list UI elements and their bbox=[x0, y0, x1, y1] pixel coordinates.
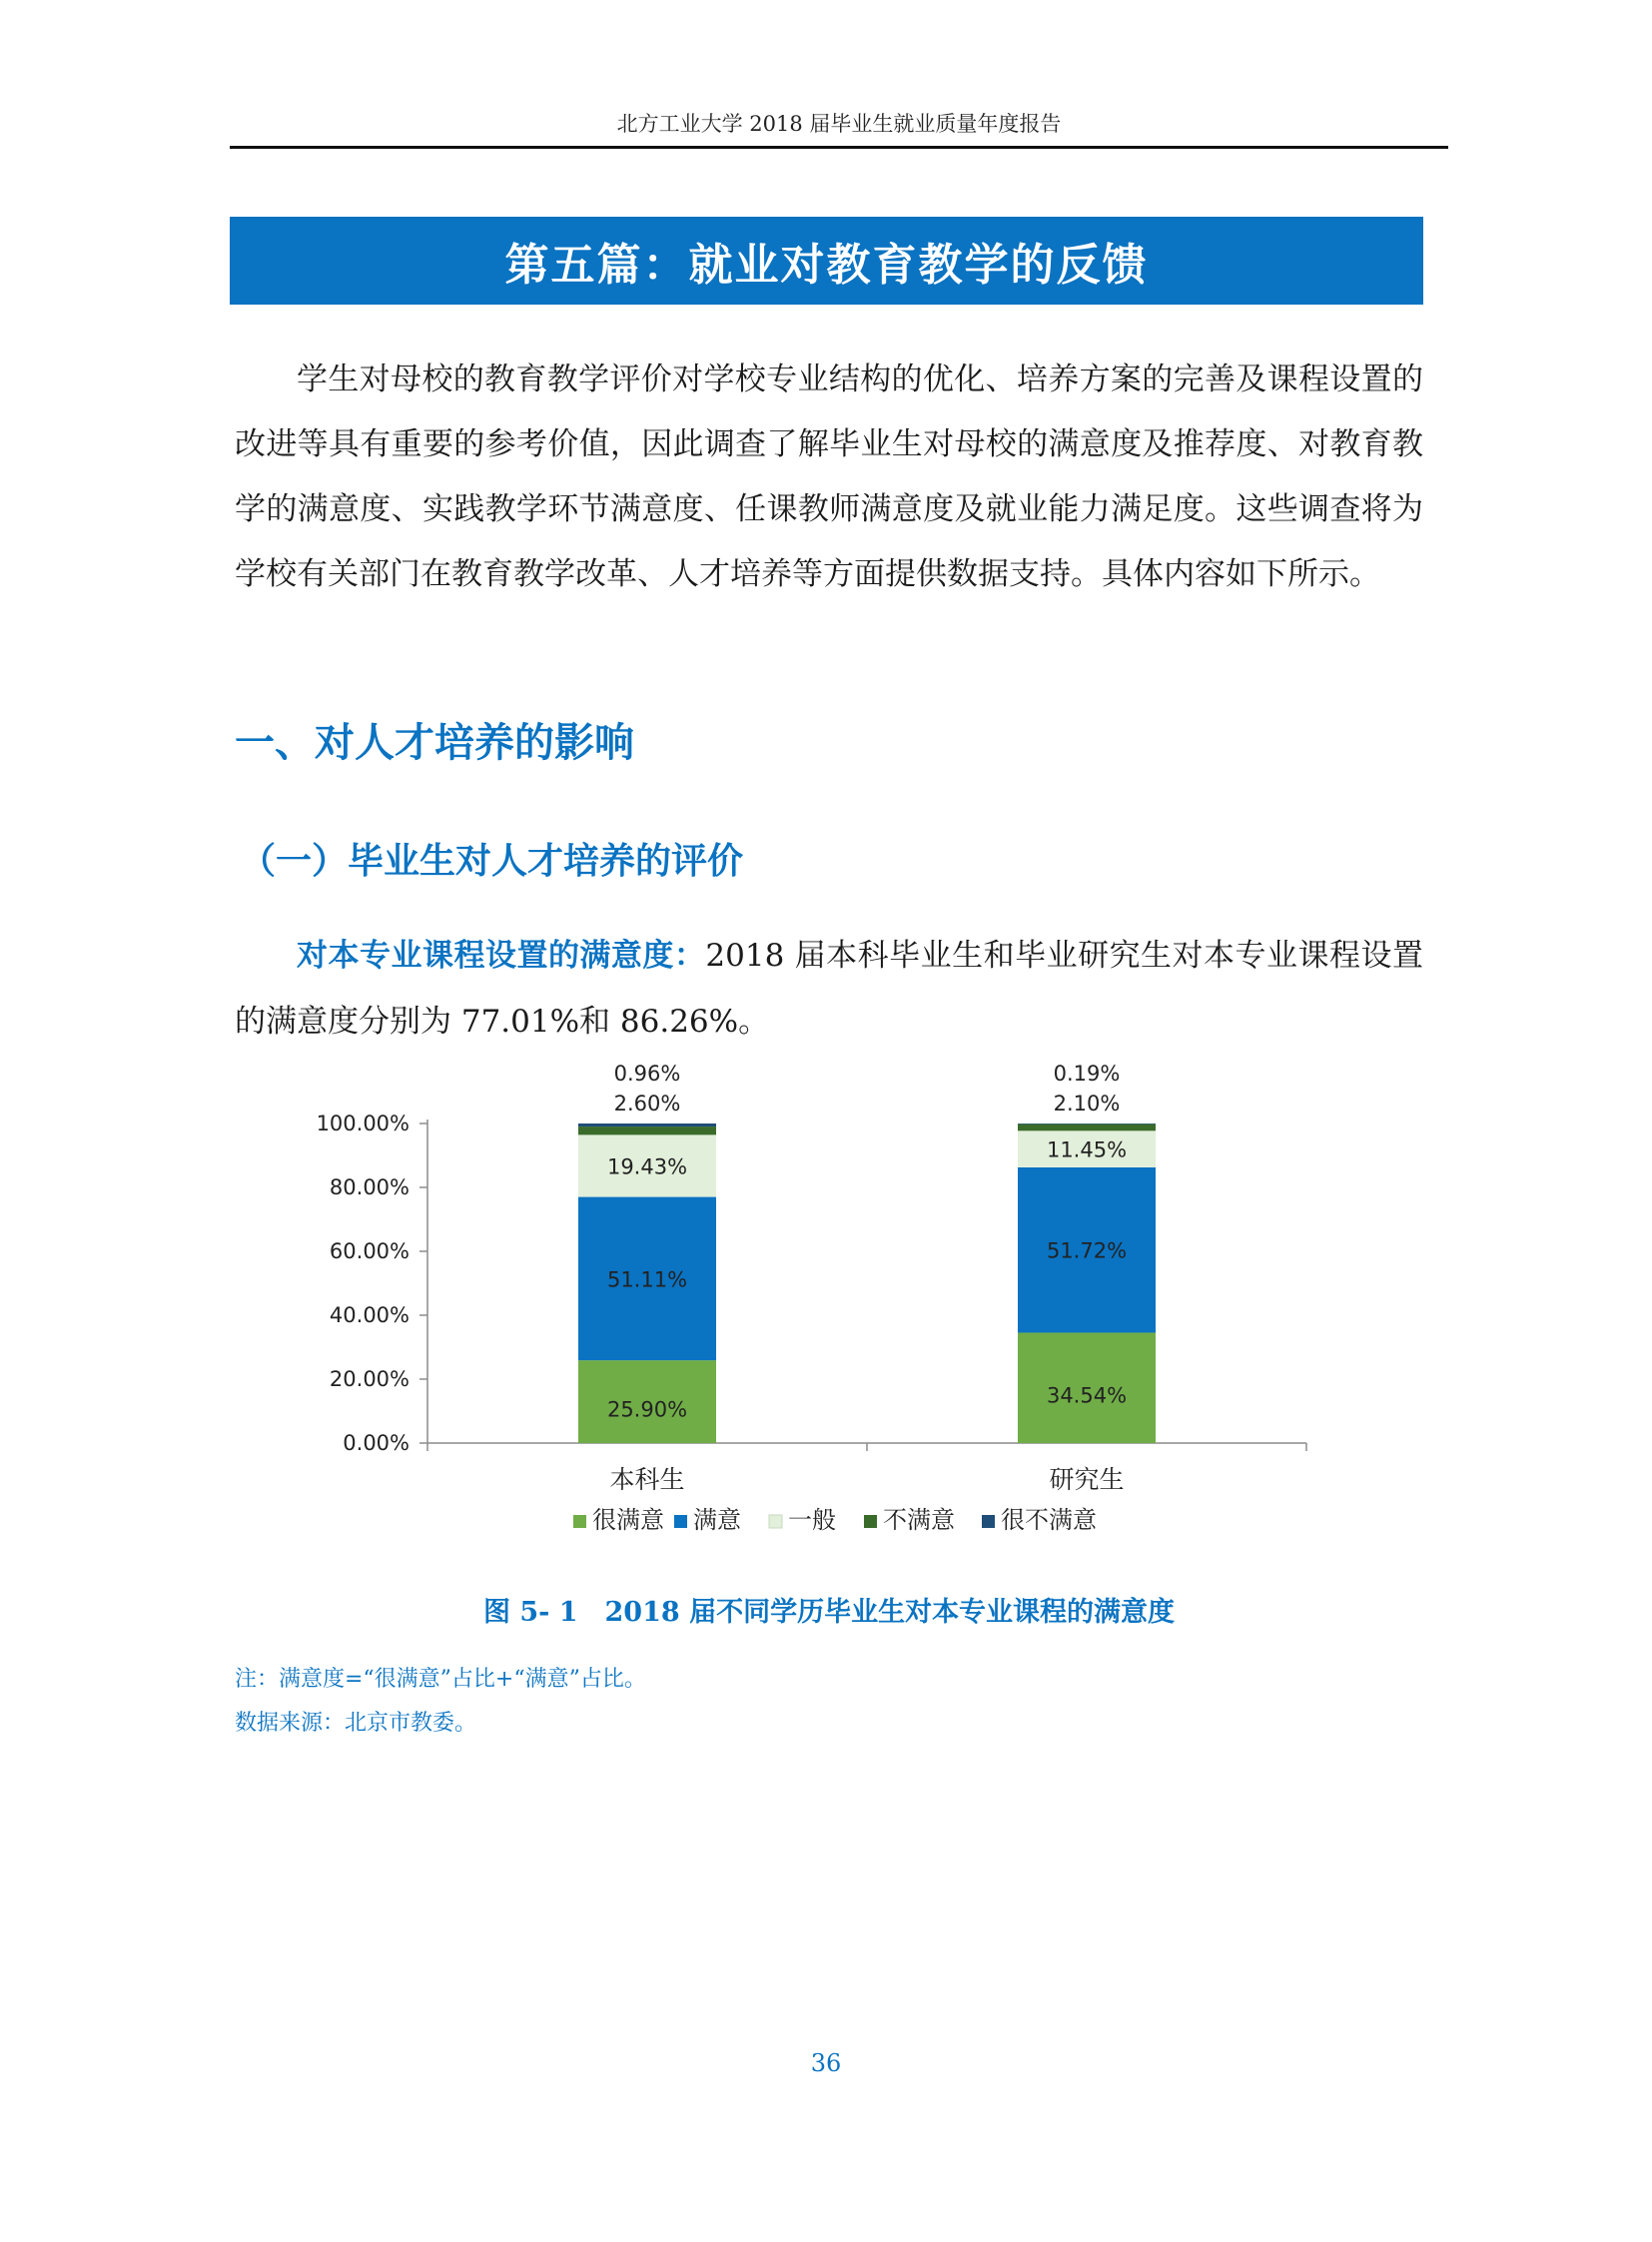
y-tick-label: 40.00% bbox=[329, 1303, 410, 1327]
legend-label: 很满意 bbox=[592, 1506, 664, 1534]
paragraph-lead: 对本专业课程设置的满意度： bbox=[297, 938, 706, 974]
figure-caption: 图 5- 1 2018 届不同学历毕业生对本专业课程的满意度 bbox=[482, 1597, 1176, 1628]
bar-segment bbox=[1018, 1123, 1156, 1124]
legend-swatch bbox=[982, 1515, 995, 1528]
data-label: 2.10% bbox=[1053, 1092, 1121, 1116]
page-number: 36 bbox=[810, 2049, 842, 2077]
legend-label: 满意 bbox=[693, 1506, 741, 1534]
bar-segment bbox=[578, 1126, 716, 1134]
chapter-banner bbox=[230, 217, 1423, 305]
data-label: 0.19% bbox=[1053, 1062, 1121, 1086]
data-label: 2.60% bbox=[613, 1092, 681, 1116]
chart-svg bbox=[290, 1054, 1348, 1583]
y-tick-label: 80.00% bbox=[329, 1175, 410, 1199]
subsection-heading: （一）毕业生对人才培养的评价 bbox=[240, 841, 744, 882]
data-label: 25.90% bbox=[606, 1397, 688, 1422]
x-category-label: 研究生 bbox=[1049, 1465, 1125, 1494]
data-label: 11.45% bbox=[1046, 1137, 1128, 1162]
intro-paragraph: 学生对母校的教育教学评价对学校专业结构的优化、培养方案的完善及课程设置的改进等具有重要的参考价值，因此调查了解毕业生对母校的满意度及推荐度、对教育教学的满意度、实践教学环节满意度、任课教师满意度及就业能力满足度。这些调查将为学校有关部门在教育教学改革、人才培养等方面提供数据支持。具体内容如下所示。 bbox=[235, 362, 1423, 592]
y-tick-label: 60.00% bbox=[329, 1239, 410, 1263]
chart-note: 注：满意度=“很满意”占比+“满意”占比。 bbox=[235, 1667, 646, 1692]
running-header: 北方工业大学 2018 届毕业生就业质量年度报告 bbox=[616, 112, 1062, 136]
bar-segment bbox=[1018, 1124, 1156, 1131]
data-label: 0.96% bbox=[613, 1062, 681, 1086]
legend-label: 不满意 bbox=[883, 1506, 955, 1534]
satisfaction-chart bbox=[290, 1054, 1348, 1583]
legend-swatch bbox=[864, 1515, 877, 1528]
header-rule bbox=[230, 146, 1448, 149]
data-label: 51.11% bbox=[606, 1267, 688, 1292]
chapter-title: 第五篇：就业对教育教学的反馈 bbox=[504, 240, 1149, 291]
x-category-label: 本科生 bbox=[609, 1465, 685, 1494]
legend-label: 很不满意 bbox=[1001, 1506, 1097, 1534]
legend-swatch bbox=[769, 1515, 782, 1528]
satisfaction-paragraph bbox=[235, 923, 1423, 1055]
paragraph-body: 2018 届本科毕业生和毕业研究生对本专业课程设置的满意度分别为 77.01%和 86.26%。 bbox=[235, 938, 1423, 1040]
legend-label: 一般 bbox=[788, 1506, 836, 1534]
data-source: 数据来源：北京市教委。 bbox=[235, 1711, 477, 1736]
bar-segment bbox=[578, 1123, 716, 1126]
y-tick-label: 100.00% bbox=[316, 1112, 410, 1135]
data-label: 19.43% bbox=[606, 1154, 688, 1179]
data-label: 34.54% bbox=[1046, 1383, 1128, 1408]
y-tick-label: 0.00% bbox=[343, 1431, 410, 1455]
legend-swatch bbox=[573, 1515, 586, 1528]
data-label: 51.72% bbox=[1046, 1238, 1128, 1263]
legend-swatch bbox=[674, 1515, 687, 1528]
section-heading: 一、对人才培养的影响 bbox=[235, 720, 634, 766]
y-tick-label: 20.00% bbox=[329, 1367, 410, 1391]
